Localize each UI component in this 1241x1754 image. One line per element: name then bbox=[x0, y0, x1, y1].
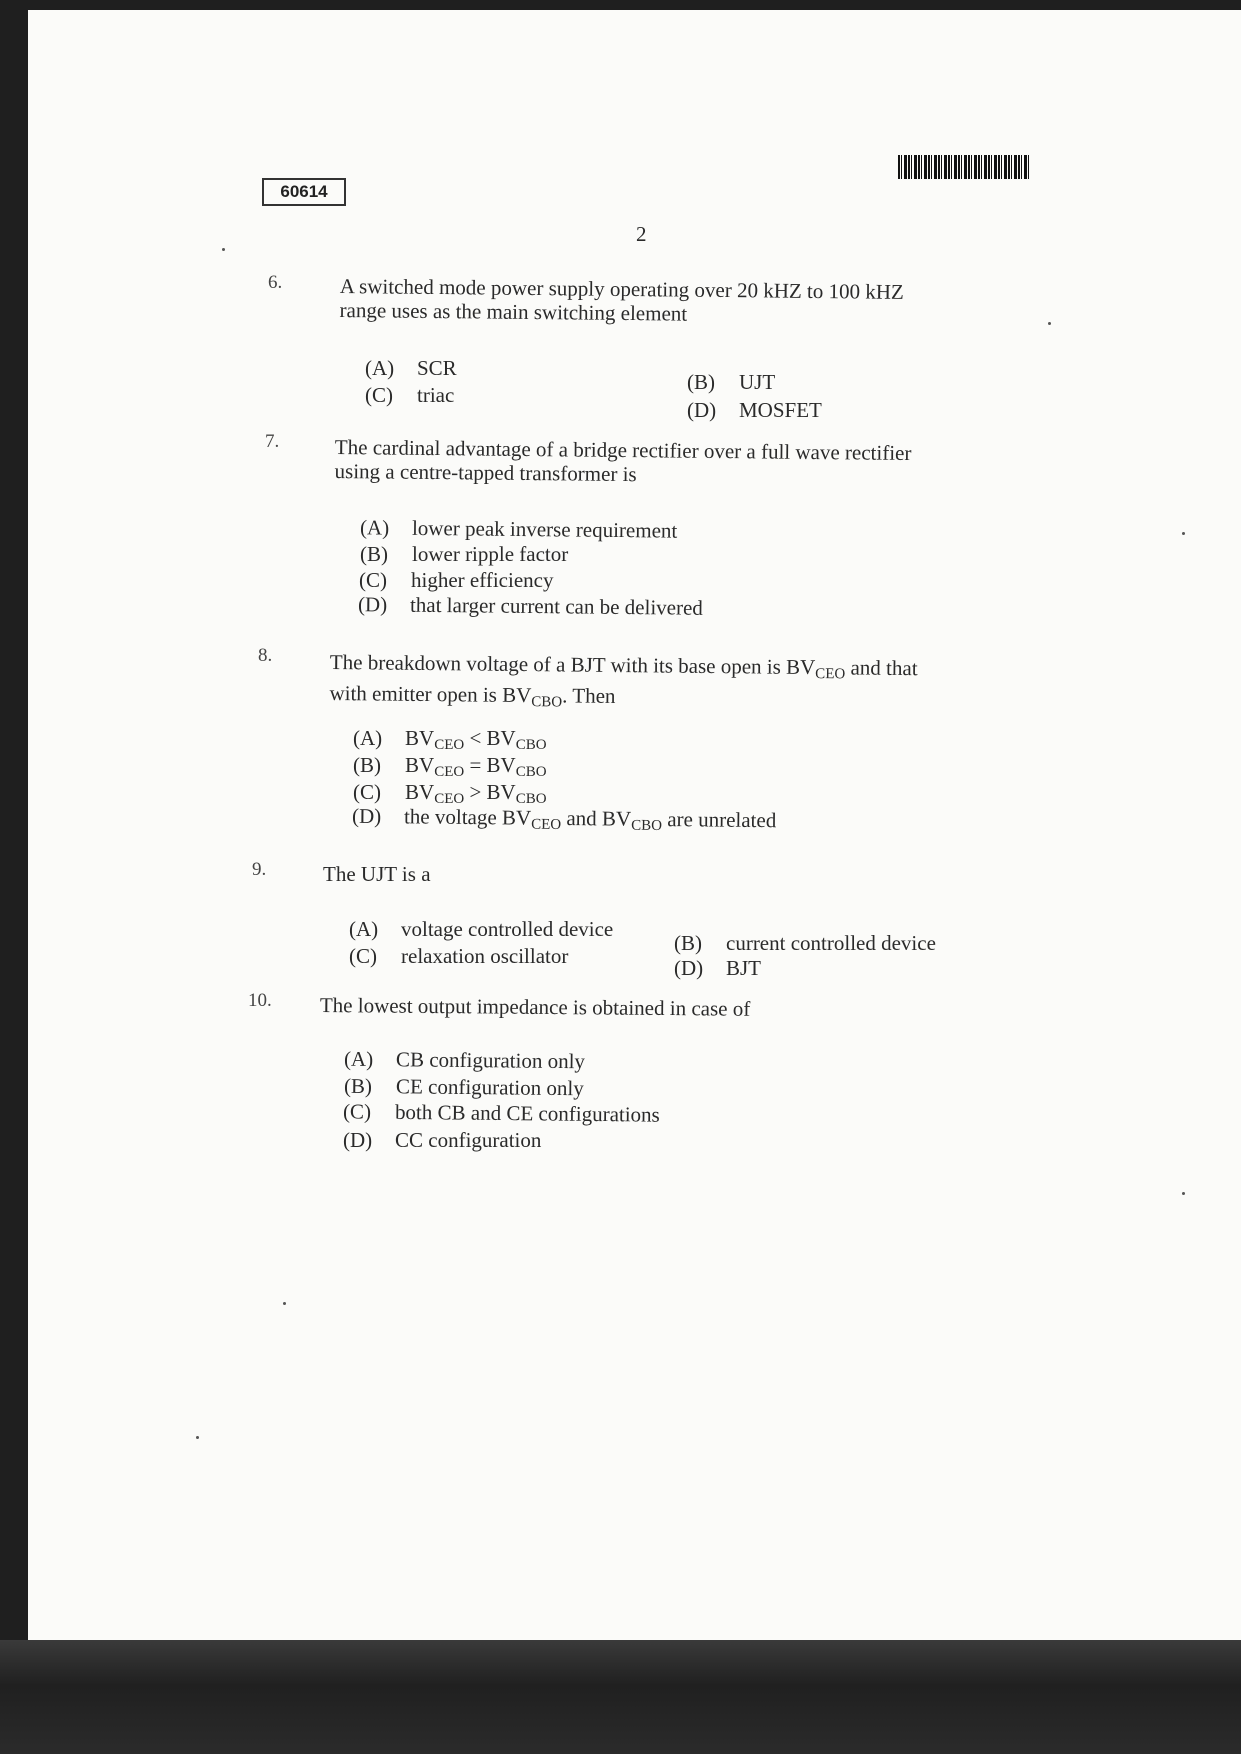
question-number: 9. bbox=[252, 859, 267, 880]
option-d: (D) MOSFET bbox=[687, 398, 822, 422]
scan-speck bbox=[1048, 322, 1051, 325]
scan-speck bbox=[1182, 1192, 1185, 1195]
option-b: (B) current controlled device bbox=[674, 931, 936, 955]
option-a: (A) SCR bbox=[365, 356, 457, 380]
option-c: (C) triac bbox=[365, 383, 455, 407]
barcode-icon bbox=[898, 155, 1029, 179]
option-d: (D) CC configuration bbox=[343, 1128, 542, 1152]
question-number: 7. bbox=[265, 431, 280, 452]
paper-code-box: 60614 bbox=[262, 178, 346, 206]
option-b: (B) lower ripple factor bbox=[360, 542, 569, 566]
option-b: (B) UJT bbox=[687, 370, 776, 394]
option-b: (B) CE configuration only bbox=[343, 1073, 584, 1101]
question-text: The UJT is a bbox=[323, 862, 431, 886]
option-d: (D) that larger current can be delivered bbox=[357, 592, 703, 620]
question-text: The cardinal advantage of a bridge rectifier over a full wave rectifier using a centre-tapped transformer is bbox=[334, 435, 912, 487]
option-a: (A) CB configuration only bbox=[343, 1046, 586, 1074]
option-d: (D) BJT bbox=[674, 956, 762, 980]
option-a: (A) voltage controlled device bbox=[349, 917, 614, 941]
option-c: (C) relaxation oscillator bbox=[349, 944, 569, 968]
option-d: (D) the voltage $BV_{CEO}$ and $BV_{CBO}$ are unrelated bbox=[351, 803, 777, 835]
option-c: (C) both CB and CE configurations bbox=[342, 1099, 660, 1127]
question-number: 10. bbox=[248, 990, 272, 1011]
page-number: 2 bbox=[636, 222, 647, 246]
option-b: (B) $BV_{CEO} = BV_{CBO}$ bbox=[353, 753, 547, 780]
scan-speck bbox=[222, 248, 225, 251]
option-a: (A) lower peak inverse requirement bbox=[359, 515, 678, 543]
scanner-border bbox=[0, 1640, 1241, 1754]
option-a: (A) $BV_{CEO} < BV_{CBO}$ bbox=[353, 726, 547, 753]
question-text: The breakdown voltage of a BJT with its base open is $BV_{CEO}$ and that with emitter open is $BV_{CBO}$. Then bbox=[329, 650, 918, 711]
question-number: 6. bbox=[268, 272, 283, 293]
scan-speck bbox=[283, 1302, 286, 1305]
scan-speck bbox=[1182, 532, 1185, 535]
scan-speck bbox=[196, 1436, 199, 1439]
option-c: (C) $BV_{CEO} > BV_{CBO}$ bbox=[353, 780, 547, 807]
question-number: 8. bbox=[258, 645, 273, 666]
question-text: A switched mode power supply operating over 20 kHZ to 100 kHZ range uses as the main switching element bbox=[339, 274, 904, 326]
option-c: (C) higher efficiency bbox=[359, 568, 554, 592]
question-text: The lowest output impedance is obtained in case of bbox=[319, 993, 751, 1021]
